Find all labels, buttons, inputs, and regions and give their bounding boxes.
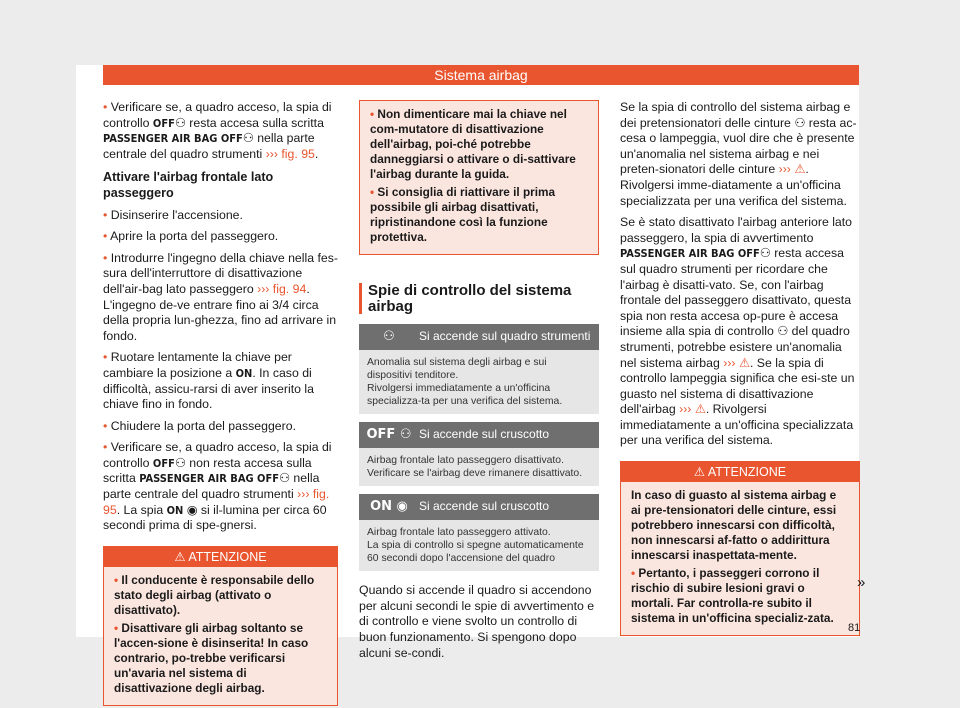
warning-link[interactable]: ›››	[679, 402, 692, 417]
bullet-icon: •	[370, 107, 375, 121]
warning-box	[620, 461, 860, 636]
subheading: Attivare l'airbag frontale lato passeggero	[103, 170, 274, 200]
passenger-airbag-off-symbol: PASSENGER AIR BAG OFF	[139, 472, 279, 486]
lamp-description: Anomalia sul sistema degli airbag e sui dispositivi tenditore. Rivolgersi immediatamente a un'officina specializza-ta per una verifica del sistema.	[359, 350, 599, 414]
warning-item: • Non dimenticare mai la chiave nel com-mutatore di disattivazione dell'airbag, poi-ché potrebbe danneggiarsi o attivare o di-sattivare l'airbag durante la guida.	[370, 107, 576, 181]
warning-link[interactable]: ›››	[778, 162, 791, 177]
figure-link[interactable]: ››› fig. 95	[265, 146, 315, 161]
airbag-icon: ⚇	[383, 329, 395, 345]
on-symbol: ON	[235, 366, 253, 380]
bullet-icon: •	[103, 350, 108, 365]
warning-body	[621, 482, 859, 635]
warning-box-continued	[359, 100, 599, 255]
bullet-icon: •	[103, 418, 108, 433]
warning-item: • Si consiglia di riattivare il prima possibile gli airbag disattivati, ripristinandone così la funzione protettiva.	[370, 185, 556, 244]
warning-item: • Pertanto, i passeggeri corrono il rischio di subire lesioni gravi o mortali. Far controlla-re subito il sistema in un'officina specializ-zata.	[631, 566, 834, 626]
list-item: • Chiudere la porta del passeggero.	[103, 418, 296, 433]
list-item: • Verificare se, a quadro acceso, la spia di controllo OFF⚇ non resta accesa sulla scritta PASSENGER AIR BAG OFF⚇ nella parte centrale del quadro strumenti ››› fig. 95. La spia ON ◉ si il-lumina per circa 60 secondi prima di spe-gnersi.	[103, 440, 332, 533]
bullet-icon: •	[103, 440, 108, 455]
section-title: Spie di controllo del sistema airbag	[359, 283, 599, 314]
figure-link[interactable]: ››› fig. 95	[103, 487, 330, 517]
warning-item: • Il conducente è responsabile dello stato degli airbag (attivato o disattivato).	[114, 572, 315, 617]
airbag-icon: ⚇	[242, 131, 254, 146]
warning-item: • Disattivare gli airbag soltanto se l'accen-sione è disinserita! In caso contrario, po-trebbe verificarsi un'avaria nel sistema di disattivazione degli airbag.	[114, 620, 309, 695]
warning-box	[103, 546, 338, 706]
paragraph: Quando si accende il quadro si accendono per alcuni secondi le spie di avvertimento e di controllo e viene svolto un controllo di buon funzionamento. Si spengono dopo alcuni se-condi.	[359, 583, 595, 660]
warning-body	[360, 101, 598, 254]
bullet-icon: •	[114, 620, 119, 635]
airbag-on-icon: ◉	[186, 502, 198, 517]
warning-item: In caso di guasto al sistema airbag e ai pre-tensionatori delle cinture, essi potrebbero innescarsi con difficoltà, non innescarsi af-fatto o addirittura innescarsi inaspettata-mente.	[631, 488, 837, 563]
airbag-icon: ⚇	[174, 455, 186, 470]
bullet-icon: •	[370, 185, 375, 199]
bullet-icon: •	[103, 229, 108, 244]
warning-icon: ⚠	[694, 402, 706, 417]
airbag-icon: ⚇	[777, 324, 789, 339]
airbag-off-icon: OFF ⚇	[366, 427, 412, 443]
paragraph: • Verificare se, a quadro acceso, la spia di controllo OFF⚇ resta accesa sulla scritta PASSENGER AIR BAG OFF⚇ nella parte centrale del quadro strumenti ››› fig. 95.	[103, 100, 332, 161]
list-item: • Aprire la porta del passeggero.	[103, 229, 279, 244]
warning-icon: ⚠	[794, 162, 806, 177]
figure-link[interactable]: ››› fig. 94	[257, 281, 307, 296]
section-header: Sistema airbag	[103, 65, 859, 85]
column-2	[359, 100, 599, 667]
list-item: • Disinserire l'accensione.	[103, 207, 243, 222]
airbag-icon: ⚇	[174, 115, 186, 130]
bullet-icon: •	[103, 100, 108, 114]
paragraph: Se è stato disattivato l'airbag anteriore lato passeggero, la spia di avvertimento PASSENGER AIR BAG OFF⚇ resta accesa sul quadro strumenti per ricordare che l'airbag è disatti-vato. Se, con l'airbag frontale del passeggero disattivato, questa spia non resta accesa op-pure è accesa insieme alla spia di controllo ⚇ del quadro strumenti, potrebbe esistere un'anomalia nel sistema airbag ››› ⚠. Se la spia di controllo lampeggia significa che esi-ste un guasto nel sistema di disattivazione dell'airbag ››› ⚠. Rivolgersi immediatamente a un'officina specializzata per una verifica del sistema.	[620, 215, 855, 448]
airbag-icon: ⚇	[759, 246, 771, 261]
lamp-table-row	[359, 494, 599, 571]
column-3	[620, 100, 860, 636]
airbag-icon: ⚇	[278, 471, 291, 486]
warning-icon: ⚠	[738, 355, 750, 370]
warning-link[interactable]: ›››	[723, 355, 736, 370]
continue-arrow: »	[857, 574, 866, 591]
warning-title: ⚠ ATTENZIONE	[104, 547, 337, 567]
lamp-header: OFF ⚇ Si accende sul cruscotto	[359, 422, 599, 448]
bullet-icon: •	[103, 207, 108, 222]
passenger-airbag-off-symbol: PASSENGER AIR BAG OFF	[103, 132, 243, 146]
list-item: • Introdurre l'ingegno della chiave nella fes-sura dell'interruttore di disattivazione dell'air-bag lato passeggero ››› fig. 94. L'ingegno de-ve entrare fino ai 3/4 circa della propria lun-ghezza, fino ad arrivare in fondo.	[103, 250, 338, 343]
lamp-description: Airbag frontale lato passeggero disattivato. Verificare se l'airbag deve rimanere disattivato.	[359, 448, 599, 486]
airbag-off-symbol: OFF	[152, 116, 175, 130]
airbag-icon: ⚇	[794, 115, 806, 130]
column-1	[103, 100, 338, 706]
paragraph: Se la spia di controllo del sistema airbag e dei pretensionatori delle cinture ⚇ resta ac-cesa o lampeggia, vuol dire che è presente un'anomalia nel sistema airbag e nei preten-sionatori delle cinture ››› ⚠. Rivolgersi imme-diatamente a un'officina specializzata per una verifica del sistema.	[620, 100, 857, 208]
airbag-on-icon: ON ◉	[370, 499, 408, 515]
warning-icon: ⚠	[693, 465, 706, 480]
warning-icon: ⚠	[174, 549, 186, 564]
passenger-airbag-off-symbol: PASSENGER AIR BAG OFF	[620, 247, 760, 261]
lamp-table-row	[359, 324, 599, 414]
bullet-icon: •	[114, 572, 119, 587]
lamp-header: ⚇ Si accende sul quadro strumenti	[359, 324, 599, 350]
lamp-header: ON ◉ Si accende sul cruscotto	[359, 494, 599, 520]
lamp-description: Airbag frontale lato passeggero attivato. La spia di controllo si spegne automaticamente 60 secondi dopo l'accensione del quadro	[359, 520, 599, 571]
on-symbol: ON	[166, 503, 184, 517]
list-item: • Ruotare lentamente la chiave per cambiare la posizione a ON. In caso di difficoltà, assicu-rarsi di aver inserito la chiave fino in fondo.	[103, 350, 314, 412]
warning-body	[104, 567, 337, 705]
airbag-off-symbol: OFF	[152, 456, 175, 470]
page-number: 81	[848, 622, 861, 634]
bullet-icon: •	[103, 250, 108, 265]
bullet-icon: •	[631, 566, 636, 581]
warning-title: ⚠ ATTENZIONE	[621, 462, 859, 482]
lamp-table-row	[359, 422, 599, 486]
